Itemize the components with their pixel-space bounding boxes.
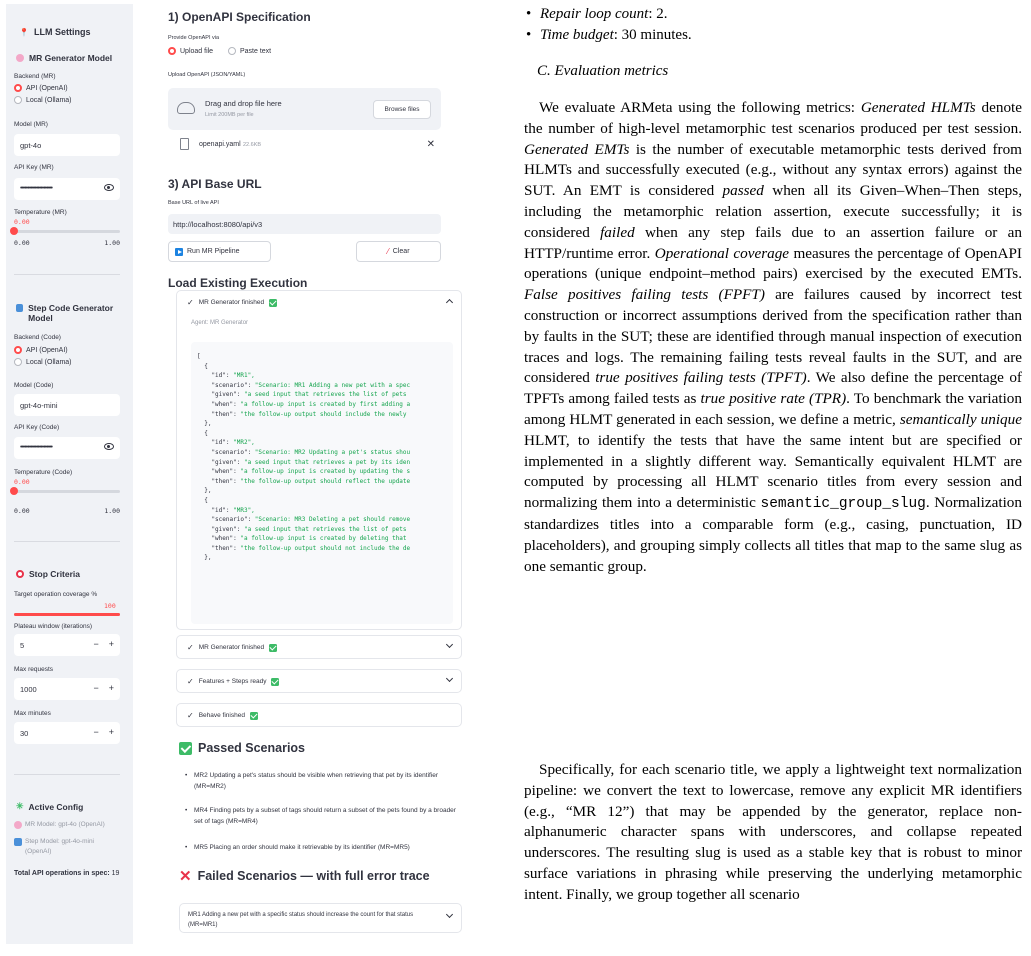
expander-header[interactable] (187, 643, 277, 652)
code-key: "id": (197, 506, 234, 514)
active-mr-model (14, 820, 129, 830)
plateau-label: Plateau window (iterations) (14, 623, 93, 630)
target-coverage-slider[interactable] (14, 613, 120, 616)
range-max: 1.00 (104, 239, 120, 247)
code-key: }, (197, 420, 212, 428)
failed-scenarios-title (179, 867, 430, 885)
code-string: "MR2", (233, 439, 255, 447)
expander-header[interactable] (187, 677, 279, 686)
expander-header[interactable] (187, 711, 258, 720)
radio-mr-local[interactable] (14, 96, 72, 104)
failed-item: MR1 Adding a new pet with a specific status should increase the count for that status (MR=MR1) (188, 912, 414, 928)
radio-label: API (OpenAI) (26, 346, 68, 354)
expander-behave[interactable] (176, 703, 462, 727)
model-code-input[interactable]: gpt-4o-mini (14, 394, 120, 416)
radio-dot[interactable] (228, 47, 236, 55)
sparkle-icon: ✳ (16, 801, 24, 811)
code-key: "id": (197, 439, 234, 447)
paper-bullet (540, 6, 668, 23)
bullet-label: Time budget (540, 27, 614, 43)
temperature-code-range (14, 507, 120, 515)
file-name: openapi.yaml (199, 141, 241, 148)
active-config-title: Active Config (28, 801, 84, 812)
step-model-text: Step Model: gpt-4o-mini (OpenAI) (25, 838, 95, 855)
code-line (197, 525, 453, 535)
expander-label: MR Generator finished (198, 299, 265, 306)
radio-label: Paste text (240, 47, 272, 55)
expander-label: Behave finished (198, 712, 245, 719)
minus-button[interactable]: − (93, 683, 99, 693)
code-line (197, 477, 453, 487)
active-step-model (14, 837, 122, 857)
paragraph-normalization: Specifically, for each scenario title, we apply a lightweight text normalization pipeline: we convert the text to lowercase, remove any explicit MR identifiers (e.g., “MR 12”) that may be appended by the generator, replace non-alphanumeric character spans with underscores, and collapse repeated underscores. The resulting slug is used as a stable key that is robust to minor surface variations in phrasing while preserving the underlying metamorphic intent. Finally, we group together all scenario (524, 761, 1022, 903)
range-max: 1.00 (104, 507, 120, 515)
code-key: "when": (197, 400, 241, 408)
chevron-up-icon[interactable] (446, 299, 453, 306)
code-line (197, 390, 453, 400)
radio-dot[interactable] (14, 96, 22, 104)
code-string: "MR3", (233, 506, 255, 514)
chevron-down-icon[interactable] (446, 675, 453, 682)
check-icon: ✓ (187, 298, 194, 307)
code-string: "a seed input that retrieves a pet by its iden (243, 458, 411, 466)
divider (14, 541, 120, 542)
stepper-buttons (93, 727, 114, 737)
radio-dot[interactable] (168, 47, 176, 55)
radio-label: Local (Ollama) (26, 358, 72, 366)
code-line (197, 467, 453, 477)
play-icon (175, 248, 183, 256)
llm-settings-header (19, 27, 90, 37)
max-minutes-input[interactable] (14, 722, 120, 744)
check-icon: ✓ (187, 643, 194, 652)
temperature-code-label: Temperature (Code) (14, 469, 73, 476)
radio-label: Upload file (180, 47, 214, 55)
target-coverage-value: 100 (104, 602, 116, 610)
password-mask: •••••••••••••••••••••• (20, 185, 52, 192)
red-x-icon: ✕ (179, 868, 192, 885)
broom-icon: ⁄ (387, 247, 389, 256)
code-key: "when": (197, 468, 241, 476)
plus-button[interactable]: + (108, 727, 114, 737)
load-existing-title: Load Existing Execution (168, 276, 308, 290)
close-icon[interactable]: ✕ (426, 139, 435, 150)
radio-dot[interactable] (14, 346, 22, 354)
password-mask: •••••••••••••••••••••• (20, 444, 52, 451)
radio-label: Local (Ollama) (26, 96, 72, 104)
code-line (197, 400, 453, 410)
expander-header[interactable] (187, 298, 277, 307)
code-string: "a seed input that retrieves the list of pets (243, 391, 407, 399)
temperature-mr-label: Temperature (MR) (14, 209, 67, 216)
api-key-code-input[interactable] (14, 437, 120, 459)
model-code-label: Model (Code) (14, 382, 54, 389)
chevron-down-icon[interactable] (446, 911, 453, 918)
code-key: [ (197, 353, 201, 360)
radio-dot[interactable] (14, 358, 22, 366)
code-line (197, 486, 453, 496)
code-string: "Scenario: MR3 Deleting a pet should remove (254, 516, 411, 524)
bullet-value: : 2. (648, 6, 668, 22)
base-url-label: Base URL of live API (168, 200, 219, 206)
failed-title-text: Failed Scenarios — with full error trace (197, 869, 430, 883)
code-line (197, 352, 453, 362)
expander-label: Features + Steps ready (198, 678, 267, 685)
upload-label: Upload OpenAPI (JSON/YAML) (168, 72, 246, 78)
radio-paste-text[interactable] (228, 47, 271, 55)
file-icon (180, 138, 189, 150)
code-string: "a seed input that retrieves the list of pets (243, 525, 407, 533)
plus-button[interactable]: + (108, 683, 114, 693)
code-key: { (197, 496, 208, 504)
api-key-mr-input[interactable] (14, 178, 120, 200)
green-check-icon (250, 712, 258, 720)
expander-label: MR Generator finished (198, 644, 265, 651)
radio-label: API (OpenAI) (26, 84, 68, 92)
code-string: "Scenario: MR1 Adding a new pet with a spec (254, 381, 411, 389)
api-key-code-label: API Key (Code) (14, 424, 60, 431)
max-requests-value: 1000 (20, 685, 37, 694)
agent-label: Agent: MR Generator (191, 320, 249, 326)
code-string: "the follow-up output should reflect the update (240, 477, 411, 485)
code-line (197, 371, 453, 381)
eye-icon[interactable] (104, 184, 114, 191)
eye-icon[interactable] (104, 443, 114, 450)
slider-thumb[interactable] (10, 227, 18, 235)
base-url-input[interactable]: http://localhost:8080/api/v3 (168, 214, 441, 234)
code-line (197, 544, 453, 554)
stop-criteria-header (16, 569, 80, 579)
plateau-input[interactable] (14, 634, 120, 656)
max-requests-input[interactable] (14, 678, 120, 700)
failed-scenario-expander[interactable] (179, 903, 462, 933)
cloud-upload-icon (177, 102, 195, 114)
slider-thumb[interactable] (10, 487, 18, 495)
temperature-mr-range (14, 239, 120, 247)
code-key: "scenario": (197, 381, 255, 389)
radio-code-api[interactable] (14, 346, 68, 354)
api-key-mr-label: API Key (MR) (14, 164, 54, 171)
passed-item: • MR2 Updating a pet's status should be visible when retrieving that pet by its identifier (MR=MR2) (185, 770, 465, 792)
clear-button[interactable] (356, 241, 441, 262)
code-string: "the follow-up output should include the newly (240, 410, 407, 418)
code-key: "then": (197, 410, 241, 418)
check-icon: ✓ (187, 677, 194, 686)
radio-code-local[interactable] (14, 358, 72, 366)
target-icon (16, 570, 24, 578)
expander-mr-generator-open[interactable] (176, 290, 462, 630)
code-key: "scenario": (197, 448, 255, 456)
green-check-icon (269, 644, 277, 652)
dropzone-limit: Limit 200MB per file (205, 112, 254, 118)
code-key: }, (197, 554, 212, 562)
base-url-title: 3) API Base URL (168, 177, 262, 191)
paper-bullet (540, 27, 692, 44)
browse-files-button[interactable]: Browse files (373, 100, 431, 119)
minus-button[interactable]: − (93, 639, 99, 649)
run-mr-pipeline-button[interactable] (168, 241, 271, 262)
check-icon: ✓ (187, 711, 194, 720)
total-label: Total API operations in spec: (14, 870, 110, 877)
spec-title: 1) OpenAPI Specification (168, 10, 311, 24)
expander-mr-generator[interactable] (176, 635, 462, 659)
pin-icon: 📍 (19, 27, 29, 37)
divider (14, 274, 120, 275)
code-key: "given": (197, 458, 244, 466)
backend-mr-label: Backend (MR) (14, 73, 56, 80)
total-value: 19 (111, 870, 120, 877)
stop-criteria-title: Stop Criteria (29, 569, 81, 579)
code-key: "then": (197, 544, 241, 552)
clear-label: Clear (392, 248, 410, 255)
minus-button[interactable]: − (93, 727, 99, 737)
code-string: "a follow-up input is created by first adding a (240, 400, 411, 408)
provide-label: Provide OpenAPI via (168, 35, 220, 41)
file-dropzone[interactable] (168, 88, 441, 130)
code-line (197, 515, 453, 525)
passed-title-text: Passed Scenarios (198, 741, 306, 755)
code-line (197, 438, 453, 448)
computer-icon (16, 304, 23, 312)
green-check-icon (271, 678, 279, 686)
radio-upload-file[interactable] (168, 47, 213, 55)
range-min: 0.00 (14, 507, 30, 515)
max-requests-label: Max requests (14, 666, 54, 673)
temperature-mr-slider[interactable] (14, 230, 120, 233)
code-key: { (197, 362, 208, 370)
step-code-title: Step Code Generator Model (28, 303, 114, 323)
file-size: 22.6KB (243, 142, 262, 148)
mr-model-text: MR Model: gpt-4o (OpenAI) (25, 821, 105, 828)
code-string: "a follow-up input is created by deleting that (240, 535, 407, 543)
code-line (197, 458, 453, 468)
code-line (197, 534, 453, 544)
code-line (197, 429, 453, 439)
paragraph-metrics: We evaluate ARMeta using the following metrics: Generated HLMTs denote the number of high-level metamorphic test scenarios produced per test session. Generated EMTs is the number of executable metamorphic tests derived from HLMTs and successfully executed (e.g., without any syntax errors) against the SUT. An EMT is considered passed when all its Given–When–Then steps, including the metamorphic relation assertion, execute successfully; it is considered failed when any step fails due to an assertion failure or an HTTP/runtime error. Operational coverage measures the percentage of OpenAPI operations (unique endpoint–method pairs) exercised by the executed EMTs. False positives failing tests (FPFT) are failures caused by incorrect test construction or incorrect assumptions derived from the specification rather than by faults in the SUT; these are identified through manual inspection of execution traces and logs. The remaining failing tests reveal faults in the SUT, and are considered true positives failing tests (TPFT). We also define the percentage of TPFTs among failed tests as true positive rate (TPR). To benchmark the variation among HLMT generated in each session, we define a metric, semantically unique HLMT, to identify the tests that have the same intent but are specified or implemented in a slightly different way. Semantically equivalent HLMT are computed by processing all HLMT scenario titles from every session and normalizing them into a deterministic semantic_group_slug. Normalization standardizes titles into a comparable form (e.g., casing, punctuation, ID placeholders), and grouping simply collects all titles that map to the same slug as one semantic group. (524, 99, 1022, 575)
code-line (197, 553, 453, 563)
backend-code-label: Backend (Code) (14, 334, 61, 341)
section-heading: C. Evaluation metrics (537, 63, 669, 79)
expander-features-steps[interactable] (176, 669, 462, 693)
code-line (197, 419, 453, 429)
dropzone-title: Drag and drop file here (205, 99, 282, 108)
code-line (197, 506, 453, 516)
computer-icon (14, 838, 22, 846)
total-operations (14, 869, 124, 879)
uploaded-file (168, 138, 441, 156)
mr-generator-header (16, 53, 112, 63)
code-key: "scenario": (197, 516, 255, 524)
code-key: "when": (197, 535, 241, 543)
target-coverage-label: Target operation coverage % (14, 591, 98, 598)
code-key: "given": (197, 525, 244, 533)
code-line (197, 410, 453, 420)
green-check-icon (179, 742, 192, 755)
code-string: "the follow-up output should not include the de (240, 544, 411, 552)
code-line (197, 496, 453, 506)
code-line (197, 381, 453, 391)
bullet-value: : 30 minutes. (613, 27, 692, 43)
passed-item: • MR4 Finding pets by a subset of tags should return a subset of the pets found by a broader set of tags (MR=MR4) (185, 805, 465, 827)
max-minutes-value: 30 (20, 729, 29, 738)
code-line (197, 448, 453, 458)
code-string: "a follow-up input is created by updating the s (240, 468, 411, 476)
active-config-header (16, 801, 83, 812)
divider (14, 774, 120, 775)
code-key: { (197, 429, 208, 437)
mr-generator-title: MR Generator Model (29, 53, 113, 63)
slider-fill (14, 613, 120, 616)
code-string: "Scenario: MR2 Updating a pet's status shou (254, 448, 411, 456)
range-min: 0.00 (14, 239, 30, 247)
stepper-buttons (93, 683, 114, 693)
main-panel (165, 0, 465, 956)
temperature-code-value: 0.00 (14, 478, 30, 486)
radio-dot[interactable] (14, 84, 22, 92)
model-mr-label: Model (MR) (14, 121, 48, 128)
json-code-block (191, 342, 453, 624)
step-code-header (16, 303, 128, 323)
run-label: Run MR Pipeline (187, 248, 240, 255)
sidebar (6, 4, 133, 944)
temperature-code-slider[interactable] (14, 490, 120, 493)
chevron-down-icon[interactable] (446, 641, 453, 648)
radio-mr-api[interactable] (14, 84, 68, 92)
plateau-value: 5 (20, 641, 25, 650)
passed-scenarios-title (179, 741, 305, 755)
code-key: }, (197, 487, 212, 495)
brain-icon (14, 821, 22, 829)
code-key: "id": (197, 372, 234, 380)
code-key: "then": (197, 477, 241, 485)
passed-item: • MR5 Placing an order should make it retrievable by its identifier (MR=MR5) (185, 842, 465, 853)
green-check-icon (269, 299, 277, 307)
plus-button[interactable]: + (108, 639, 114, 649)
temperature-mr-value: 0.00 (14, 218, 30, 226)
llm-settings-title: LLM Settings (33, 27, 91, 37)
code-line (197, 362, 453, 372)
bullet-label: Repair loop count (540, 6, 649, 22)
max-minutes-label: Max minutes (14, 710, 51, 717)
code-string: "MR1", (233, 372, 255, 380)
code-key: "given": (197, 391, 244, 399)
stepper-buttons (93, 639, 114, 649)
brain-icon (16, 54, 24, 62)
model-mr-input[interactable]: gpt-4o (14, 134, 120, 156)
